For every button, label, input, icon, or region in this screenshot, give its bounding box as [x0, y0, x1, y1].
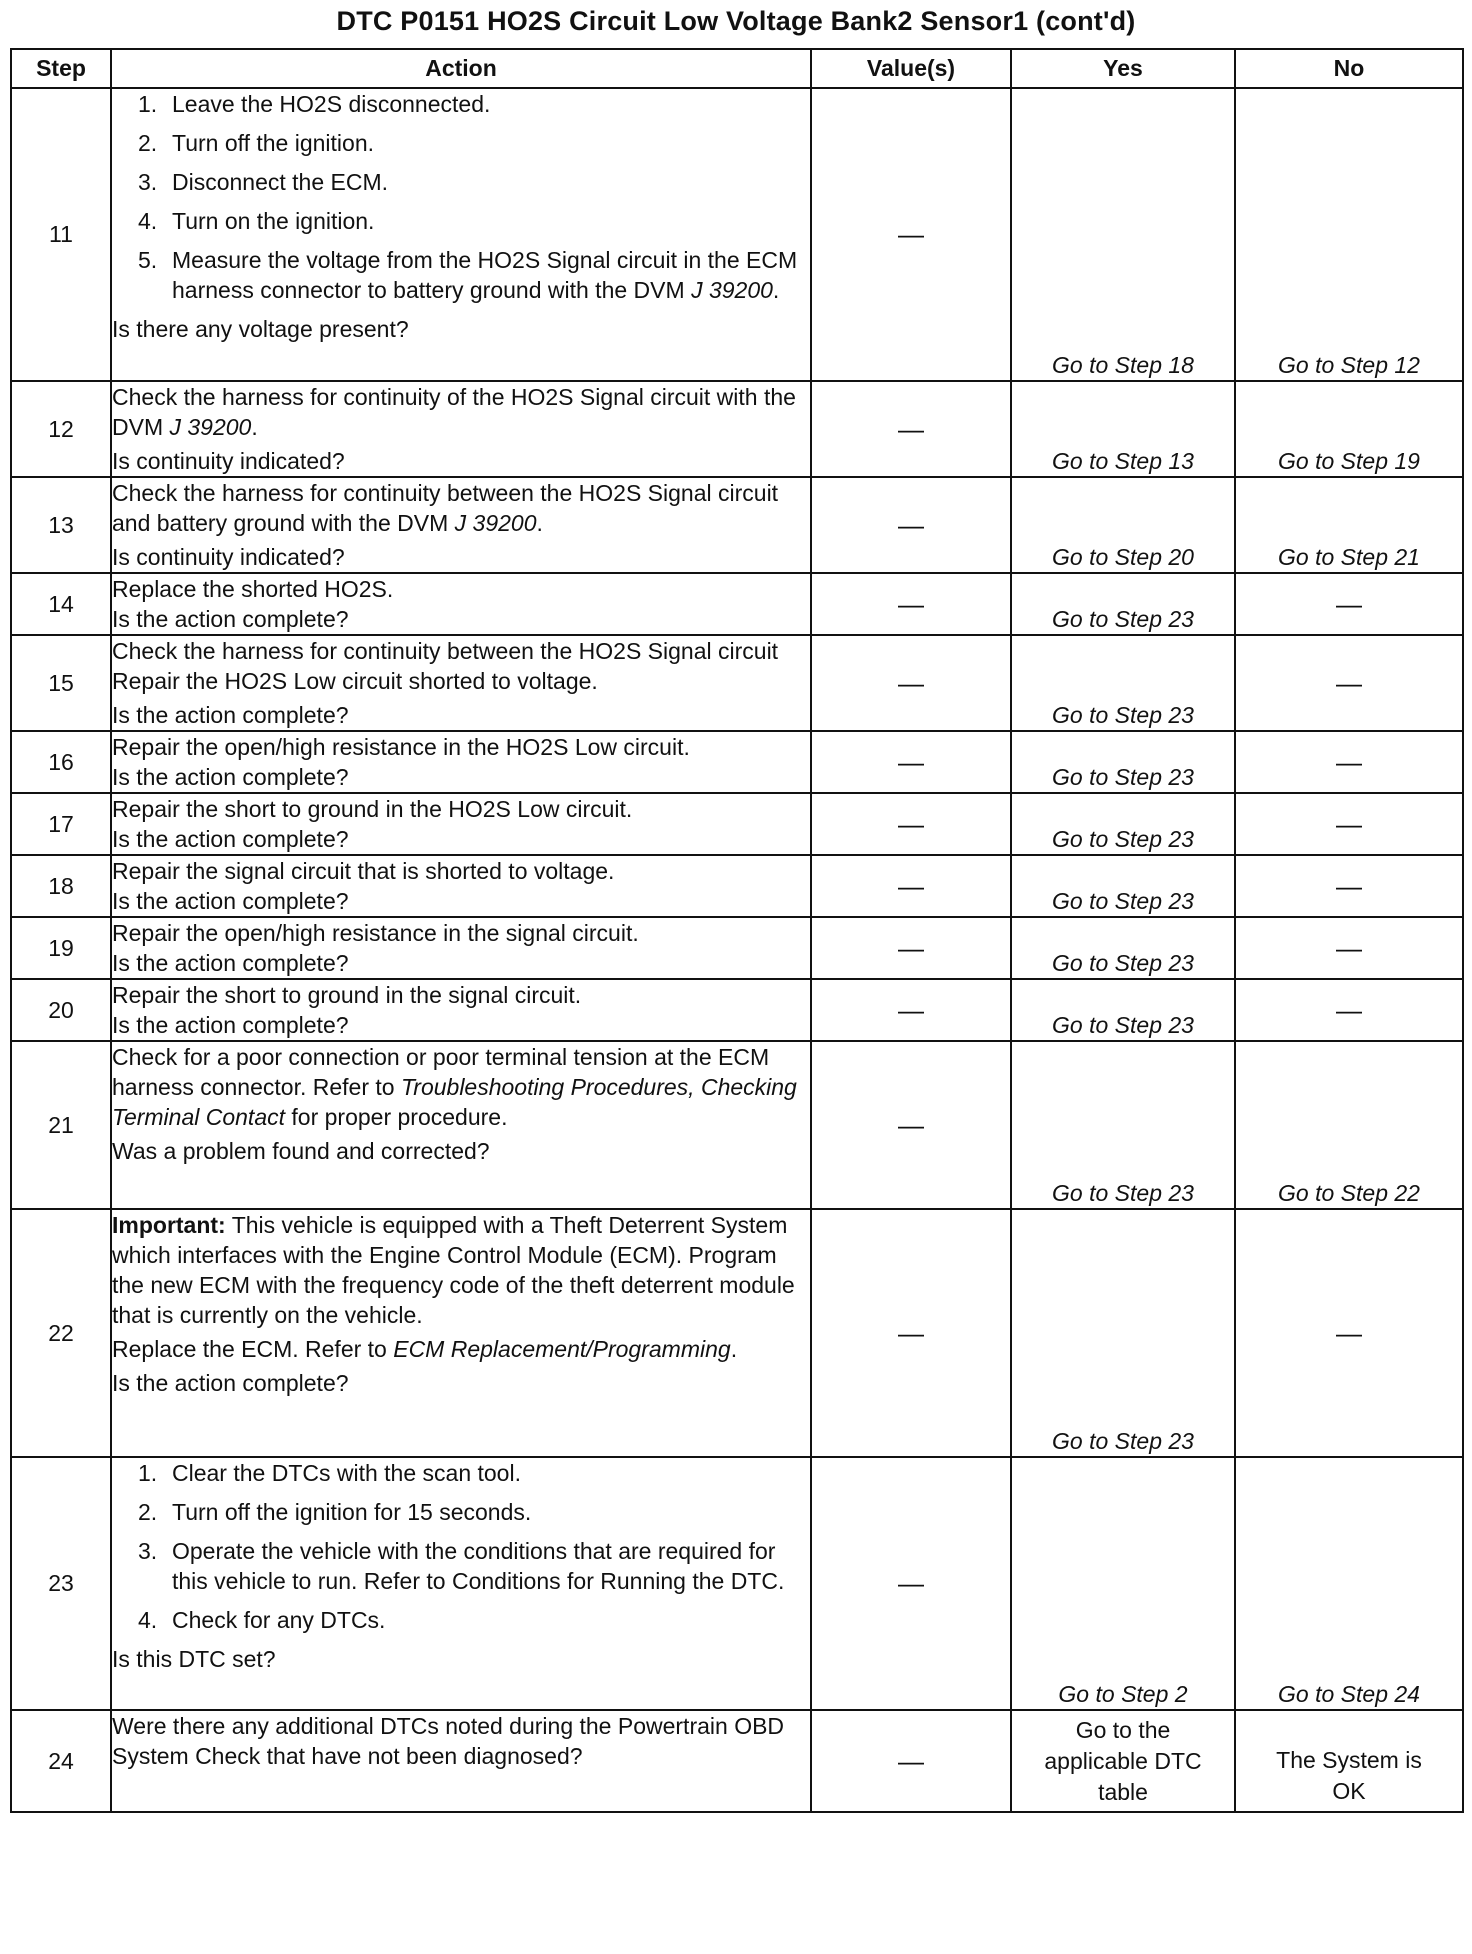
table-row: [11, 1457, 1463, 1710]
list-item: 4. Check for any DTCs.: [138, 1607, 386, 1633]
yes-cell: Go to Step 2: [1011, 1457, 1235, 1710]
table-row: [11, 1209, 1463, 1457]
no-cell: —: [1235, 573, 1463, 635]
action-cell: Repair the short to ground in the HO2S Low circuit. Is the action complete?: [111, 793, 811, 855]
table-header-row: [11, 49, 1463, 88]
step-number: 14: [11, 573, 111, 635]
yes-cell: Go to the applicable DTC table: [1011, 1710, 1235, 1812]
no-cell: Go to Step 22: [1235, 1041, 1463, 1209]
no-cell: Go to Step 19: [1235, 381, 1463, 477]
list-item: 3. Operate the vehicle with the conditions that are required for this vehicle to run. Refer to Conditions for Running the DTC.: [138, 1538, 785, 1594]
step-number: 21: [11, 1041, 111, 1209]
step-number: 24: [11, 1710, 111, 1812]
value-cell: —: [811, 635, 1011, 731]
yes-cell: Go to Step 13: [1011, 381, 1235, 477]
question-text: Was a problem found and corrected?: [112, 1138, 490, 1164]
yes-cell: Go to Step 23: [1011, 855, 1235, 917]
step-number: 23: [11, 1457, 111, 1710]
value-cell: —: [811, 1710, 1011, 1812]
no-cell: Go to Step 24: [1235, 1457, 1463, 1710]
list-item: 4. Turn on the ignition.: [138, 208, 375, 234]
yes-cell: Go to Step 18: [1011, 88, 1235, 381]
header-yes: Yes: [1011, 49, 1235, 88]
value-cell: —: [811, 381, 1011, 477]
value-cell: —: [811, 1041, 1011, 1209]
no-cell: —: [1235, 1209, 1463, 1457]
list-item: 1. Leave the HO2S disconnected.: [138, 91, 491, 117]
value-cell: —: [811, 979, 1011, 1041]
no-cell: —: [1235, 855, 1463, 917]
yes-cell: Go to Step 20: [1011, 477, 1235, 573]
list-item: 2. Turn off the ignition for 15 seconds.: [138, 1499, 532, 1525]
list-item: 5. Measure the voltage from the HO2S Signal circuit in the ECM harness connector to battery ground with the DVM J 39200.: [138, 247, 798, 303]
value-cell: —: [811, 88, 1011, 381]
action-cell: Check the harness for continuity of the HO2S Signal circuit with the DVM J 39200. Is continuity indicated?: [111, 381, 811, 477]
list-item: 1. Clear the DTCs with the scan tool.: [138, 1460, 521, 1486]
no-cell: —: [1235, 917, 1463, 979]
action-cell: Repair the short to ground in the signal circuit. Is the action complete?: [111, 979, 811, 1041]
tool-reference: J 39200: [169, 414, 252, 440]
header-no: No: [1235, 49, 1463, 88]
question-text: Is the action complete?: [112, 1370, 349, 1396]
question-text: Is this DTC set?: [112, 1646, 276, 1672]
question-text: Is the action complete?: [112, 764, 349, 790]
table-row: [11, 635, 1463, 731]
no-cell: The System is OK: [1235, 1710, 1463, 1812]
no-cell: Go to Step 12: [1235, 88, 1463, 381]
list-item: 2. Turn off the ignition.: [138, 130, 375, 156]
table-row: [11, 1041, 1463, 1209]
value-cell: —: [811, 1209, 1011, 1457]
value-cell: —: [811, 477, 1011, 573]
question-text: Is the action complete?: [112, 888, 349, 914]
table-row: [11, 855, 1463, 917]
action-cell: Repair the signal circuit that is shorted to voltage. Is the action complete?: [111, 855, 811, 917]
value-cell: —: [811, 917, 1011, 979]
table-row: [11, 1710, 1463, 1812]
action-cell: [111, 88, 811, 381]
action-cell: Replace the shorted HO2S. Is the action complete?: [111, 573, 811, 635]
yes-cell: Go to Step 23: [1011, 793, 1235, 855]
important-note: Important: This vehicle is equipped with a Theft Deterrent System which interfaces with the Engine Control Module (ECM). Program the new ECM with the frequency code of the theft deterrent module that is currently on the vehicle.: [112, 1212, 795, 1328]
action-cell: Check the harness for continuity between the HO2S Signal circuit and battery ground with the DVM J 39200. Is continuity indicated?: [111, 477, 811, 573]
value-cell: —: [811, 793, 1011, 855]
yes-cell: Go to Step 23: [1011, 1209, 1235, 1457]
yes-cell: Go to Step 23: [1011, 731, 1235, 793]
action-cell: Repair the open/high resistance in the signal circuit. Is the action complete?: [111, 917, 811, 979]
step-number: 16: [11, 731, 111, 793]
value-cell: —: [811, 1457, 1011, 1710]
action-cell: Check the harness for continuity between the HO2S Signal circuit Repair the HO2S Low circuit shorted to voltage. Is the action complete?: [111, 635, 811, 731]
question-text: Is continuity indicated?: [112, 544, 345, 570]
step-number: 20: [11, 979, 111, 1041]
yes-cell: Go to Step 23: [1011, 635, 1235, 731]
header-values: Value(s): [811, 49, 1011, 88]
value-cell: —: [811, 731, 1011, 793]
question-text: Is continuity indicated?: [112, 448, 345, 474]
yes-cell: Go to Step 23: [1011, 573, 1235, 635]
table-row: [11, 917, 1463, 979]
yes-cell: Go to Step 23: [1011, 917, 1235, 979]
table-row: [11, 731, 1463, 793]
no-cell: —: [1235, 793, 1463, 855]
action-cell: [111, 1457, 811, 1710]
step-number: 18: [11, 855, 111, 917]
step-number: 22: [11, 1209, 111, 1457]
step-number: 11: [11, 88, 111, 381]
table-row: [11, 381, 1463, 477]
header-step: Step: [11, 49, 111, 88]
procedure-reference: ECM Replacement/Programming: [393, 1336, 731, 1362]
question-text: Is there any voltage present?: [112, 316, 409, 342]
value-cell: —: [811, 855, 1011, 917]
question-text: Is the action complete?: [112, 826, 349, 852]
question-text: Is the action complete?: [112, 1012, 349, 1038]
procedure-reference: Troubleshooting Procedures, Checking Terminal Contact: [112, 1074, 797, 1130]
action-cell: Important: This vehicle is equipped with a Theft Deterrent System which interfaces with the Engine Control Module (ECM). Program the new ECM with the frequency code of the theft deterrent module that is currently on the vehicle. Replace the ECM. Refer to ECM Replacement/Programming. Is the action complete?: [111, 1209, 811, 1457]
step-number: 12: [11, 381, 111, 477]
question-text: Is the action complete?: [112, 950, 349, 976]
no-cell: Go to Step 21: [1235, 477, 1463, 573]
action-cell: Check for a poor connection or poor terminal tension at the ECM harness connector. Refer to Troubleshooting Procedures, Checking Terminal Contact for proper procedure. Was a problem found and corrected?: [111, 1041, 811, 1209]
value-cell: —: [811, 573, 1011, 635]
question-text: Is the action complete?: [112, 702, 349, 728]
table-row: [11, 88, 1463, 381]
tool-reference: J 39200: [454, 510, 537, 536]
no-cell: —: [1235, 979, 1463, 1041]
action-cell: Repair the open/high resistance in the HO2S Low circuit. Is the action complete?: [111, 731, 811, 793]
step-number: 17: [11, 793, 111, 855]
list-item: 3. Disconnect the ECM.: [138, 169, 389, 195]
no-cell: —: [1235, 731, 1463, 793]
table-row: [11, 979, 1463, 1041]
step-number: 13: [11, 477, 111, 573]
yes-cell: Go to Step 23: [1011, 1041, 1235, 1209]
table-row: [11, 573, 1463, 635]
table-row: [11, 793, 1463, 855]
action-cell: Were there any additional DTCs noted during the Powertrain OBD System Check that have not been diagnosed?: [111, 1710, 811, 1812]
diagnostic-table: [10, 48, 1464, 1813]
step-number: 15: [11, 635, 111, 731]
step-number: 19: [11, 917, 111, 979]
table-row: [11, 477, 1463, 573]
no-cell: —: [1235, 635, 1463, 731]
tool-reference: J 39200: [691, 277, 773, 303]
yes-cell: Go to Step 23: [1011, 979, 1235, 1041]
question-text: Is the action complete?: [112, 606, 349, 632]
header-action: Action: [111, 49, 811, 88]
page-title: DTC P0151 HO2S Circuit Low Voltage Bank2 Sensor1 (cont'd): [336, 6, 1136, 36]
